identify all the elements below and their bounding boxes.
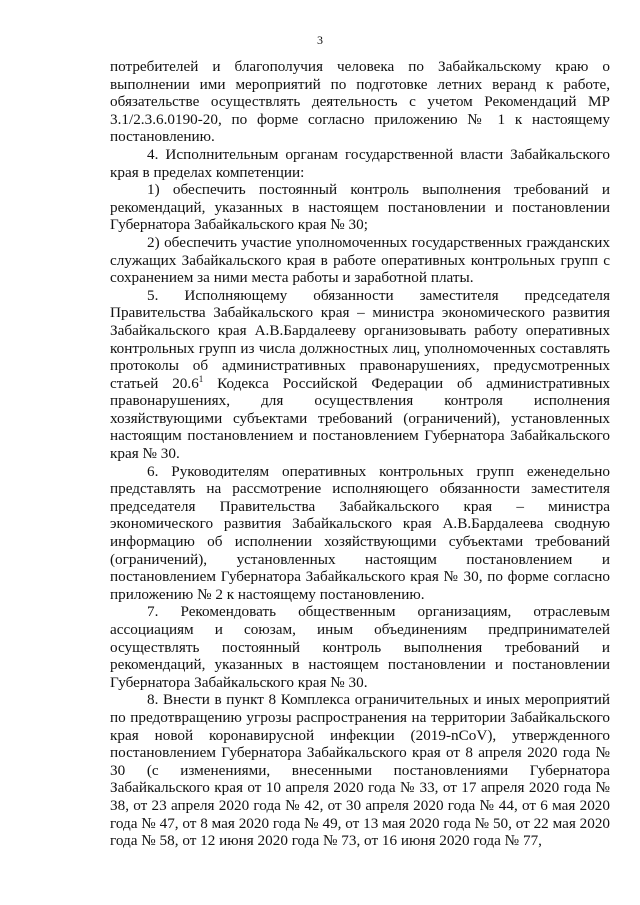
paragraph-item-5-text-before: 5. Исполняющему обязанности заместителя председателя Правительства Забайкальского края – министра экономического развития Забайкальского края А.В.Бардалееву организовывать работу оперативных контрольных групп из числа должностных лиц, уполномоченных составлять протоколы об административных правонарушениях, предусмотренных статьей 20.6 <box>110 286 610 392</box>
paragraph-item-4-2: 2) обеспечить участие уполномоченных государственных гражданских служащих Забайкальского края в работе оперативных контрольных групп с сохранением за ними места работы и заработной платы. <box>110 233 610 287</box>
page-number: 3 <box>317 33 323 47</box>
article-superscript: 1 <box>198 373 204 384</box>
paragraph-item-7: 7. Рекомендовать общественным организациям, отраслевым ассоциациям и союзам, иным объединениям предпринимателей осуществлять постоянный контроль выполнения требований и рекомендаций, указанных в настоящем постановлении и постановлении Губернатора Забайкальского края № 30. <box>110 603 610 691</box>
paragraph-item-5 <box>110 287 610 463</box>
document-body <box>110 58 610 850</box>
paragraph-continuation: потребителей и благополучия человека по Забайкальскому краю о выполнении ими мероприятий по подготовке летних веранд к работе, обязательстве осуществлять деятельность с учетом Рекомендаций МР 3.1/2.3.6.0190-20, по форме согласно приложению № 1 к настоящему постановлению. <box>110 58 610 146</box>
paragraph-item-5-text-after: Кодекса Российской Федерации об административных правонарушениях, для осуществления контроля исполнения хозяйствующими субъектами требований (ограничений), установленных настоящим постановлением и постановлением Губернатора Забайкальского края № 30. <box>110 374 611 463</box>
paragraph-item-4-1: 1) обеспечить постоянный контроль выполнения требований и рекомендаций, указанных в настоящем постановлении и постановлении Губернатора Забайкальского края № 30; <box>110 181 610 234</box>
paragraph-item-6: 6. Руководителям оперативных контрольных групп еженедельно представлять на рассмотрение исполняющего обязанности заместителя председателя Правительства Забайкальского края – министра экономического развития Забайкальского края А.В.Бардалеева сводную информацию об исполнении хозяйствующими субъектами требований (ограничений), установленных настоящим постановлением и постановлением Губернатора Забайкальского края № 30, по форме согласно приложению № 2 к настоящему постановлению. <box>110 462 610 603</box>
paragraph-item-8: 8. Внести в пункт 8 Комплекса ограничительных и иных мероприятий по предотвращению угрозы распространения на территории Забайкальского края новой коронавирусной инфекции (2019-nCoV), утвержденного постановлением Губернатора Забайкальского края от 8 апреля 2020 года № 30 (с изменениями, внесенными постановлениями Губернатора Забайкальского края от 10 апреля 2020 года № 33, от 17 апреля 2020 года № 38, от 23 апреля 2020 года № 42, от 30 апреля 2020 года № 44, от 6 мая 2020 года № 47, от 8 мая 2020 года № 49, от 13 мая 2020 года № 50, от 22 мая 2020 года № 58, от 12 июня 2020 года № 73, от 16 июня 2020 года № 77, <box>110 691 610 850</box>
paragraph-item-4: 4. Исполнительным органам государственной власти Забайкальского края в пределах компетенции: <box>110 145 610 181</box>
